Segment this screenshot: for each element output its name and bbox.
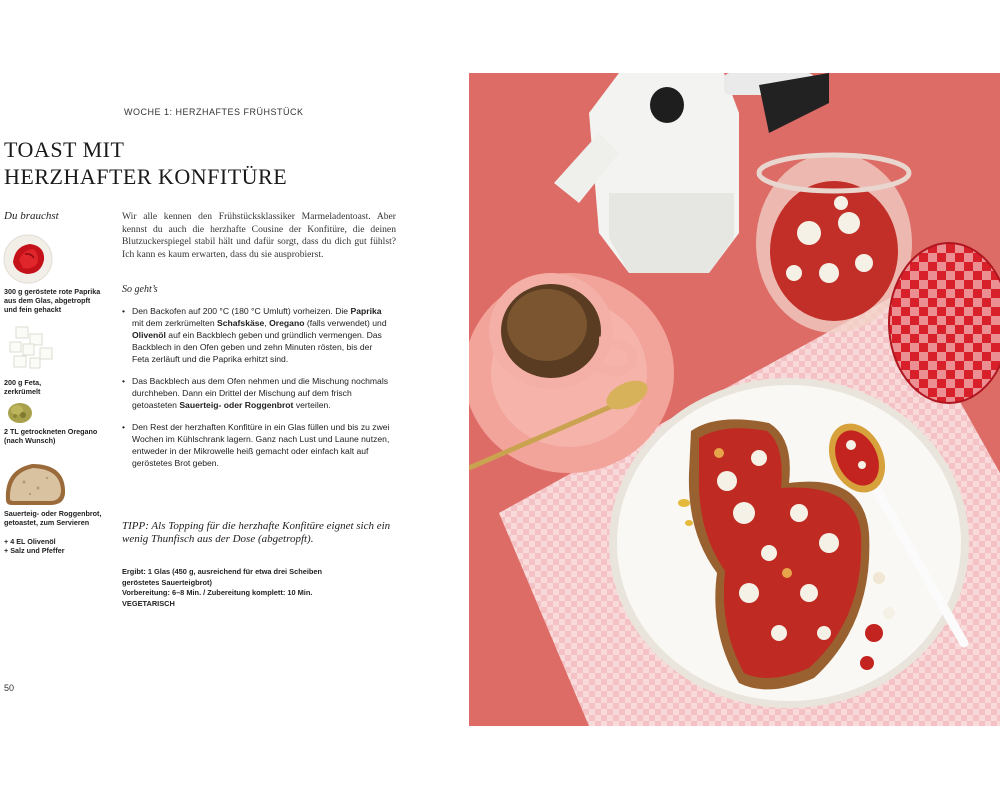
ingredient-salt: + Salz und Pfeffer — [4, 546, 65, 555]
recipe-intro: Wir alle kennen den Frühstücksklassiker Marmeladentoast. Aber kennst du auch die herzhafte Cousine der Konfitüre, die deinen Blutzuckerspiegel stabil hält und dafür sorgt, dass du dich gut fühlst? Ich kann es kaum erwarten, dass du sie ausprobierst. — [122, 211, 396, 260]
recipe-tip: TIPP: Als Topping für die herzhafte Konfitüre eignet sich ein wenig Thunfisch aus der Dose (abgetropft). — [122, 520, 391, 545]
recipe-title-line2: HERZHAFTER KONFITÜRE — [4, 164, 288, 189]
yield-line2: geröstetes Sauerteigbrot) — [122, 577, 212, 587]
method-step-2: • Das Backblech aus dem Ofen nehmen und die Mischung nochmals durchheben. Dann ein Drittel der Mischung auf dem frisch getoasteten Sauerteig- oder Roggenbrot verteilen. — [122, 375, 390, 411]
ingredient-paprika: 300 g geröstete rote Paprika aus dem Glas, abgetropft und fein gehackt — [4, 287, 101, 314]
ingredient-oil: + 4 EL Olivenöl — [4, 537, 56, 546]
food-photo — [469, 73, 1000, 726]
ingredient-feta: 200 g Feta, zerkrümelt — [4, 378, 42, 396]
feta-image — [2, 324, 58, 372]
ingredients-heading: Du brauchst — [4, 210, 59, 222]
oregano-image — [6, 399, 34, 425]
paprika-image — [3, 234, 53, 284]
ingredient-bread: Sauerteig- oder Roggenbrot, getoastet, zum Servieren — [4, 509, 102, 527]
method-step-3: • Den Rest der herzhaften Konfitüre in ein Glas füllen und bis zu zwei Wochen im Kühlschrank lagern. Ganz nach Lust und Laune nutzen, entweder in der Mikrowelle heiß gemacht oder einfach kalt auf geröstetes Brot geben. — [122, 421, 390, 469]
recipe-info — [122, 567, 402, 609]
food-photo-illustration — [469, 73, 1000, 726]
chapter-label: WOCHE 1: HERZHAFTES FRÜHSTÜCK — [124, 107, 304, 117]
ingredient-extras — [4, 537, 114, 555]
diet-label: VEGETARISCH — [122, 598, 175, 608]
method-steps — [122, 305, 390, 479]
ingredient-oregano: 2 TL getrockneten Oregano (nach Wunsch) — [4, 427, 98, 445]
yield-line1: Ergibt: 1 Glas (450 g, ausreichend für etwa drei Scheiben — [122, 567, 323, 576]
method-step-1: • Den Backofen auf 200 °C (180 °C Umluft) vorheizen. Die Paprika mit dem zerkrümelten Schafskäse, Oregano (falls verwendet) und Olivenöl auf ein Backblech geben und gründlich vermengen. Das Backblech in den Ofen geben und zehn Minuten rösten, bis der Feta zerläuft und die Paprika erhitzt sind. — [122, 305, 390, 365]
recipe-title-line1: TOAST MIT — [4, 137, 125, 162]
page-number: 50 — [4, 683, 15, 693]
prep-time: Vorbereitung: 6–8 Min. / Zubereitung komplett: 10 Min. — [122, 588, 313, 597]
method-heading: So geht’s — [122, 284, 158, 295]
bread-image — [2, 460, 68, 508]
recipe-title — [4, 136, 287, 190]
